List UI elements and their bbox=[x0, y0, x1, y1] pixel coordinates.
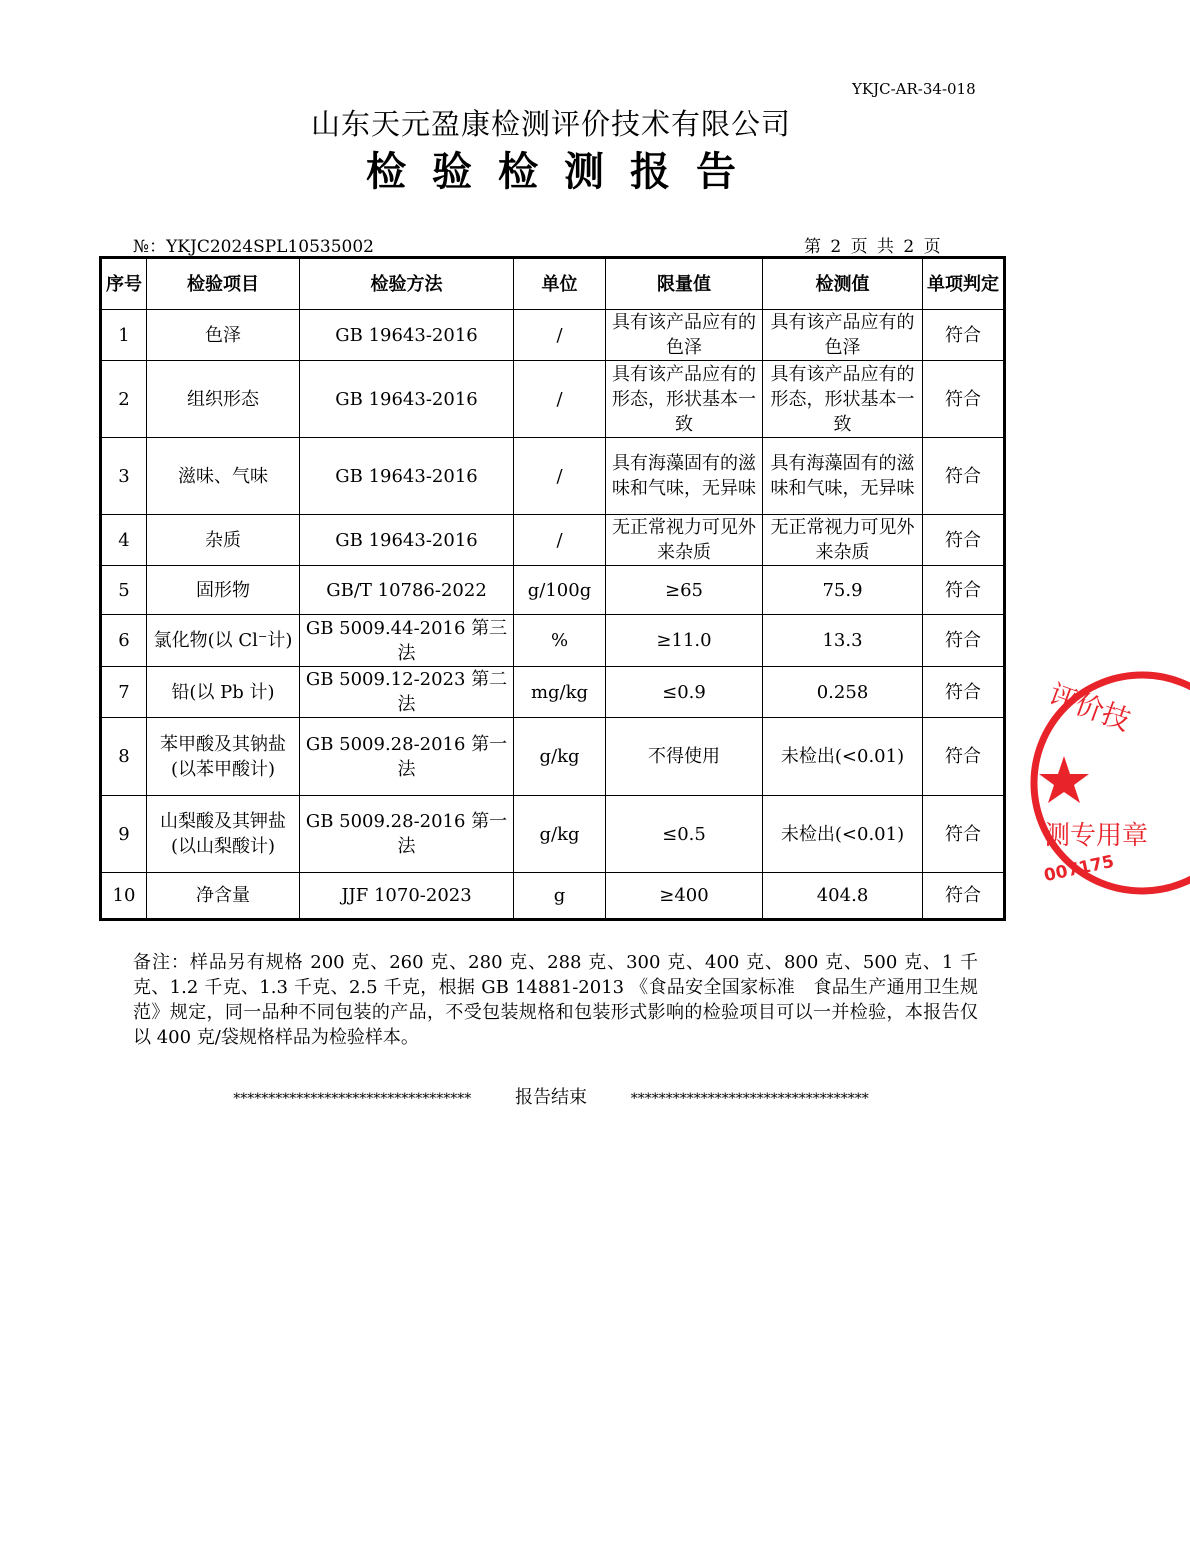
cell-item: 滋味、气味 bbox=[147, 438, 300, 515]
cell-item: 杂质 bbox=[147, 515, 300, 566]
table-row bbox=[101, 566, 1005, 615]
cell-verdict: 符合 bbox=[923, 438, 1005, 515]
cell-result: 0.258 bbox=[763, 667, 923, 718]
cell-limit: ≥65 bbox=[606, 566, 763, 615]
report-title: 检验检测报告 bbox=[366, 148, 762, 195]
official-seal bbox=[1030, 668, 1149, 898]
cell-no: 4 bbox=[101, 515, 147, 566]
cell-unit: / bbox=[514, 438, 606, 515]
table-row bbox=[101, 361, 1005, 438]
seal-code: 007175 bbox=[1042, 851, 1116, 887]
cell-no: 6 bbox=[101, 615, 147, 667]
header-unit: 单位 bbox=[514, 258, 606, 310]
cell-unit: g/kg bbox=[514, 796, 606, 873]
page-info: 第 2 页 共 2 页 bbox=[804, 237, 941, 257]
cell-limit: ≥11.0 bbox=[606, 615, 763, 667]
cell-result: 无正常视力可见外来杂质 bbox=[763, 515, 923, 566]
form-code: YKJC-AR-34-018 bbox=[852, 80, 976, 98]
table-row bbox=[101, 873, 1005, 920]
cell-method: GB 19643-2016 bbox=[300, 438, 514, 515]
cell-limit: 具有海藻固有的滋味和气味，无异味 bbox=[606, 438, 763, 515]
header-verdict: 单项判定 bbox=[923, 258, 1005, 310]
cell-limit: ≤0.9 bbox=[606, 667, 763, 718]
cell-method: GB/T 10786-2022 bbox=[300, 566, 514, 615]
cell-no: 5 bbox=[101, 566, 147, 615]
cell-no: 9 bbox=[101, 796, 147, 873]
table-header-row bbox=[101, 258, 1005, 310]
cell-limit: 无正常视力可见外来杂质 bbox=[606, 515, 763, 566]
cell-item: 净含量 bbox=[147, 873, 300, 920]
table-row bbox=[101, 438, 1005, 515]
cell-verdict: 符合 bbox=[923, 310, 1005, 361]
cell-unit: g/100g bbox=[514, 566, 606, 615]
table-row bbox=[101, 615, 1005, 667]
header-result: 检测值 bbox=[763, 258, 923, 310]
cell-no: 8 bbox=[101, 718, 147, 796]
seal-star-icon bbox=[1039, 756, 1089, 803]
cell-unit: / bbox=[514, 515, 606, 566]
header-method: 检验方法 bbox=[300, 258, 514, 310]
cell-no: 1 bbox=[101, 310, 147, 361]
cell-method: GB 19643-2016 bbox=[300, 310, 514, 361]
cell-limit: ≥400 bbox=[606, 873, 763, 920]
header-limit: 限量值 bbox=[606, 258, 763, 310]
cell-verdict: 符合 bbox=[923, 718, 1005, 796]
cell-method: GB 19643-2016 bbox=[300, 515, 514, 566]
cell-no: 2 bbox=[101, 361, 147, 438]
cell-method: GB 5009.44-2016 第三法 bbox=[300, 615, 514, 667]
cell-method: GB 5009.28-2016 第一法 bbox=[300, 796, 514, 873]
cell-result: 404.8 bbox=[763, 873, 923, 920]
cell-no: 3 bbox=[101, 438, 147, 515]
cell-result: 75.9 bbox=[763, 566, 923, 615]
seal-graphic bbox=[1030, 668, 1190, 898]
results-table bbox=[99, 256, 1006, 921]
cell-method: GB 5009.12-2023 第二法 bbox=[300, 667, 514, 718]
stars-right: ********************************** bbox=[630, 1091, 869, 1107]
cell-result: 13.3 bbox=[763, 615, 923, 667]
cell-item: 山梨酸及其钾盐(以山梨酸计) bbox=[147, 796, 300, 873]
cell-method: GB 5009.28-2016 第一法 bbox=[300, 718, 514, 796]
table-row bbox=[101, 310, 1005, 361]
cell-result: 具有该产品应有的形态，形状基本一致 bbox=[763, 361, 923, 438]
cell-item: 固形物 bbox=[147, 566, 300, 615]
stars-left: ********************************** bbox=[233, 1091, 472, 1107]
cell-result: 具有海藻固有的滋味和气味，无异味 bbox=[763, 438, 923, 515]
cell-unit: / bbox=[514, 310, 606, 361]
cell-limit: 具有该产品应有的色泽 bbox=[606, 310, 763, 361]
cell-unit: / bbox=[514, 361, 606, 438]
cell-verdict: 符合 bbox=[923, 796, 1005, 873]
cell-no: 7 bbox=[101, 667, 147, 718]
cell-unit: g bbox=[514, 873, 606, 920]
seal-text-bottom: 测专用章 bbox=[1044, 821, 1149, 851]
seal-text-top: 评价技 bbox=[1044, 677, 1135, 738]
cell-unit: g/kg bbox=[514, 718, 606, 796]
cell-item: 组织形态 bbox=[147, 361, 300, 438]
cell-item: 铅(以 Pb 计) bbox=[147, 667, 300, 718]
cell-result: 未检出(<0.01) bbox=[763, 718, 923, 796]
cell-verdict: 符合 bbox=[923, 873, 1005, 920]
table-row bbox=[101, 515, 1005, 566]
cell-limit: 不得使用 bbox=[606, 718, 763, 796]
cell-item: 氯化物(以 Cl⁻计) bbox=[147, 615, 300, 667]
cell-item: 苯甲酸及其钠盐(以苯甲酸计) bbox=[147, 718, 300, 796]
cell-limit: ≤0.5 bbox=[606, 796, 763, 873]
cell-method: GB 19643-2016 bbox=[300, 361, 514, 438]
report-end-text: 报告结束 bbox=[515, 1087, 587, 1108]
cell-no: 10 bbox=[101, 873, 147, 920]
cell-verdict: 符合 bbox=[923, 566, 1005, 615]
cell-verdict: 符合 bbox=[923, 361, 1005, 438]
report-end-line bbox=[0, 1083, 1102, 1109]
cell-verdict: 符合 bbox=[923, 515, 1005, 566]
cell-unit: % bbox=[514, 615, 606, 667]
table-row bbox=[101, 718, 1005, 796]
cell-item: 色泽 bbox=[147, 310, 300, 361]
table-row bbox=[101, 796, 1005, 873]
company-name: 山东天元盈康检测评价技术有限公司 bbox=[310, 107, 791, 141]
cell-result: 未检出(<0.01) bbox=[763, 796, 923, 873]
header-no: 序号 bbox=[101, 258, 147, 310]
cell-verdict: 符合 bbox=[923, 615, 1005, 667]
header-item: 检验项目 bbox=[147, 258, 300, 310]
table-row bbox=[101, 667, 1005, 718]
cell-method: JJF 1070-2023 bbox=[300, 873, 514, 920]
cell-verdict: 符合 bbox=[923, 667, 1005, 718]
cell-unit: mg/kg bbox=[514, 667, 606, 718]
cell-limit: 具有该产品应有的形态，形状基本一致 bbox=[606, 361, 763, 438]
remarks: 备注：样品另有规格 200 克、260 克、280 克、288 克、300 克、400 克、800 克、500 克、1 千克、1.2 千克、1.3 千克、2.5 千克，根据 GB 14881-2013 《食品安全国家标准 食品生产通用卫生规范》规定，同一品种不同包装的产品，不受包装规格和包装形式影响的检验项目可以一并检验，本报告仅以 400 克/袋规格样品为检验样本。 bbox=[133, 952, 978, 1048]
cell-result: 具有该产品应有的色泽 bbox=[763, 310, 923, 361]
report-number: №：YKJC2024SPL10535002 bbox=[133, 237, 374, 257]
